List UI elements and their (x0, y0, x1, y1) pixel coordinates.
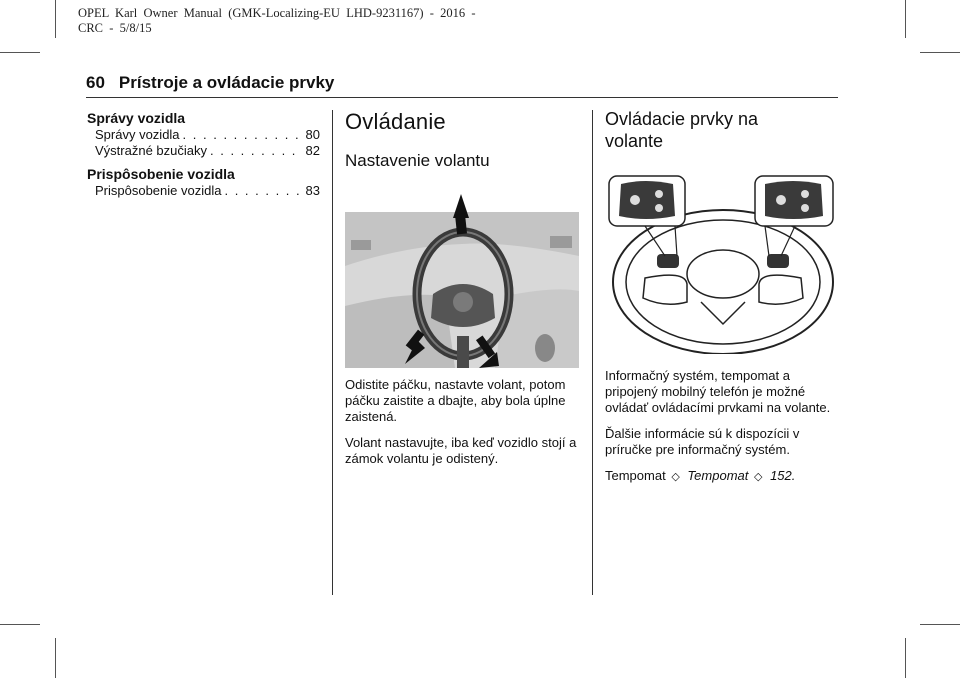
section-heading-line1: Ovládacie prvky na (605, 109, 759, 129)
column-divider (332, 110, 333, 595)
toc-entry-label: Správy vozidla (95, 127, 180, 142)
print-meta (78, 6, 476, 36)
toc-column (87, 110, 320, 199)
page-title: Prístroje a ovládacie prvky (118, 73, 335, 92)
toc-entry-label: Prispôsobenie vozidla (95, 183, 222, 198)
steering-adjust-column (345, 108, 580, 477)
print-meta-line1: OPEL Karl Owner Manual (GMK-Localizing-EU LHD-9231167) - 2016 - (78, 6, 476, 20)
toc-leader (183, 127, 303, 143)
ref-target: Tempomat (687, 468, 749, 483)
toc-entry[interactable] (87, 143, 320, 159)
instruction-paragraph: Odistite páčku, nastavte volant, potom páčku zaistite a dbajte, aby bola úplne zaistená. (345, 377, 566, 424)
header-rule (86, 97, 838, 98)
toc-heading: Správy vozidla (87, 110, 186, 126)
toc-leader (224, 183, 302, 199)
toc-heading: Prispôsobenie vozidla (87, 166, 235, 182)
toc-leader (210, 143, 303, 159)
section-heading-line2: volante (605, 131, 664, 151)
column-divider (592, 110, 593, 595)
steering-controls-column (605, 108, 838, 485)
subsection-heading: Nastavenie volantu (345, 151, 490, 170)
toc-entry-page: 82 (305, 143, 320, 158)
page-number: 60 (86, 73, 105, 92)
page-reference-arrow-icon: ◇ (753, 471, 763, 483)
crop-mark (55, 0, 56, 38)
toc-entry[interactable] (87, 127, 320, 143)
section-heading: Ovládanie (345, 109, 446, 134)
steering-adjust-illustration (345, 186, 579, 371)
steering-wheel-controls-illustration (605, 174, 838, 354)
crop-mark (920, 52, 960, 53)
description-paragraph: Informačný systém, tempomat a pripojený mobilný telefón je možné ovládať ovládacími prvkami na volante. (605, 368, 831, 415)
toc-entry-label: Výstražné bzučiaky (95, 143, 207, 158)
warning-paragraph: Volant nastavujte, iba keď vozidlo stojí a zámok volantu je odistený. (345, 435, 577, 466)
print-meta-line2: CRC - 5/8/15 (78, 21, 152, 35)
ref-page: 152. (770, 468, 796, 483)
crop-mark (905, 638, 906, 678)
toc-entry[interactable] (87, 183, 320, 199)
info-paragraph: Ďalšie informácie sú k dispozícii v príručke pre informačný systém. (605, 426, 800, 457)
crop-mark (920, 624, 960, 625)
cross-reference-arrow-icon: ◇ (671, 471, 680, 483)
ref-label: Tempomat (605, 468, 666, 483)
crop-mark (55, 638, 56, 678)
toc-entry-page: 80 (305, 127, 320, 142)
toc-entry-page: 83 (305, 183, 320, 198)
crop-mark (0, 624, 40, 625)
crop-mark (0, 52, 40, 53)
cross-reference[interactable] (605, 468, 838, 485)
crop-mark (905, 0, 906, 38)
page-header (86, 73, 334, 93)
